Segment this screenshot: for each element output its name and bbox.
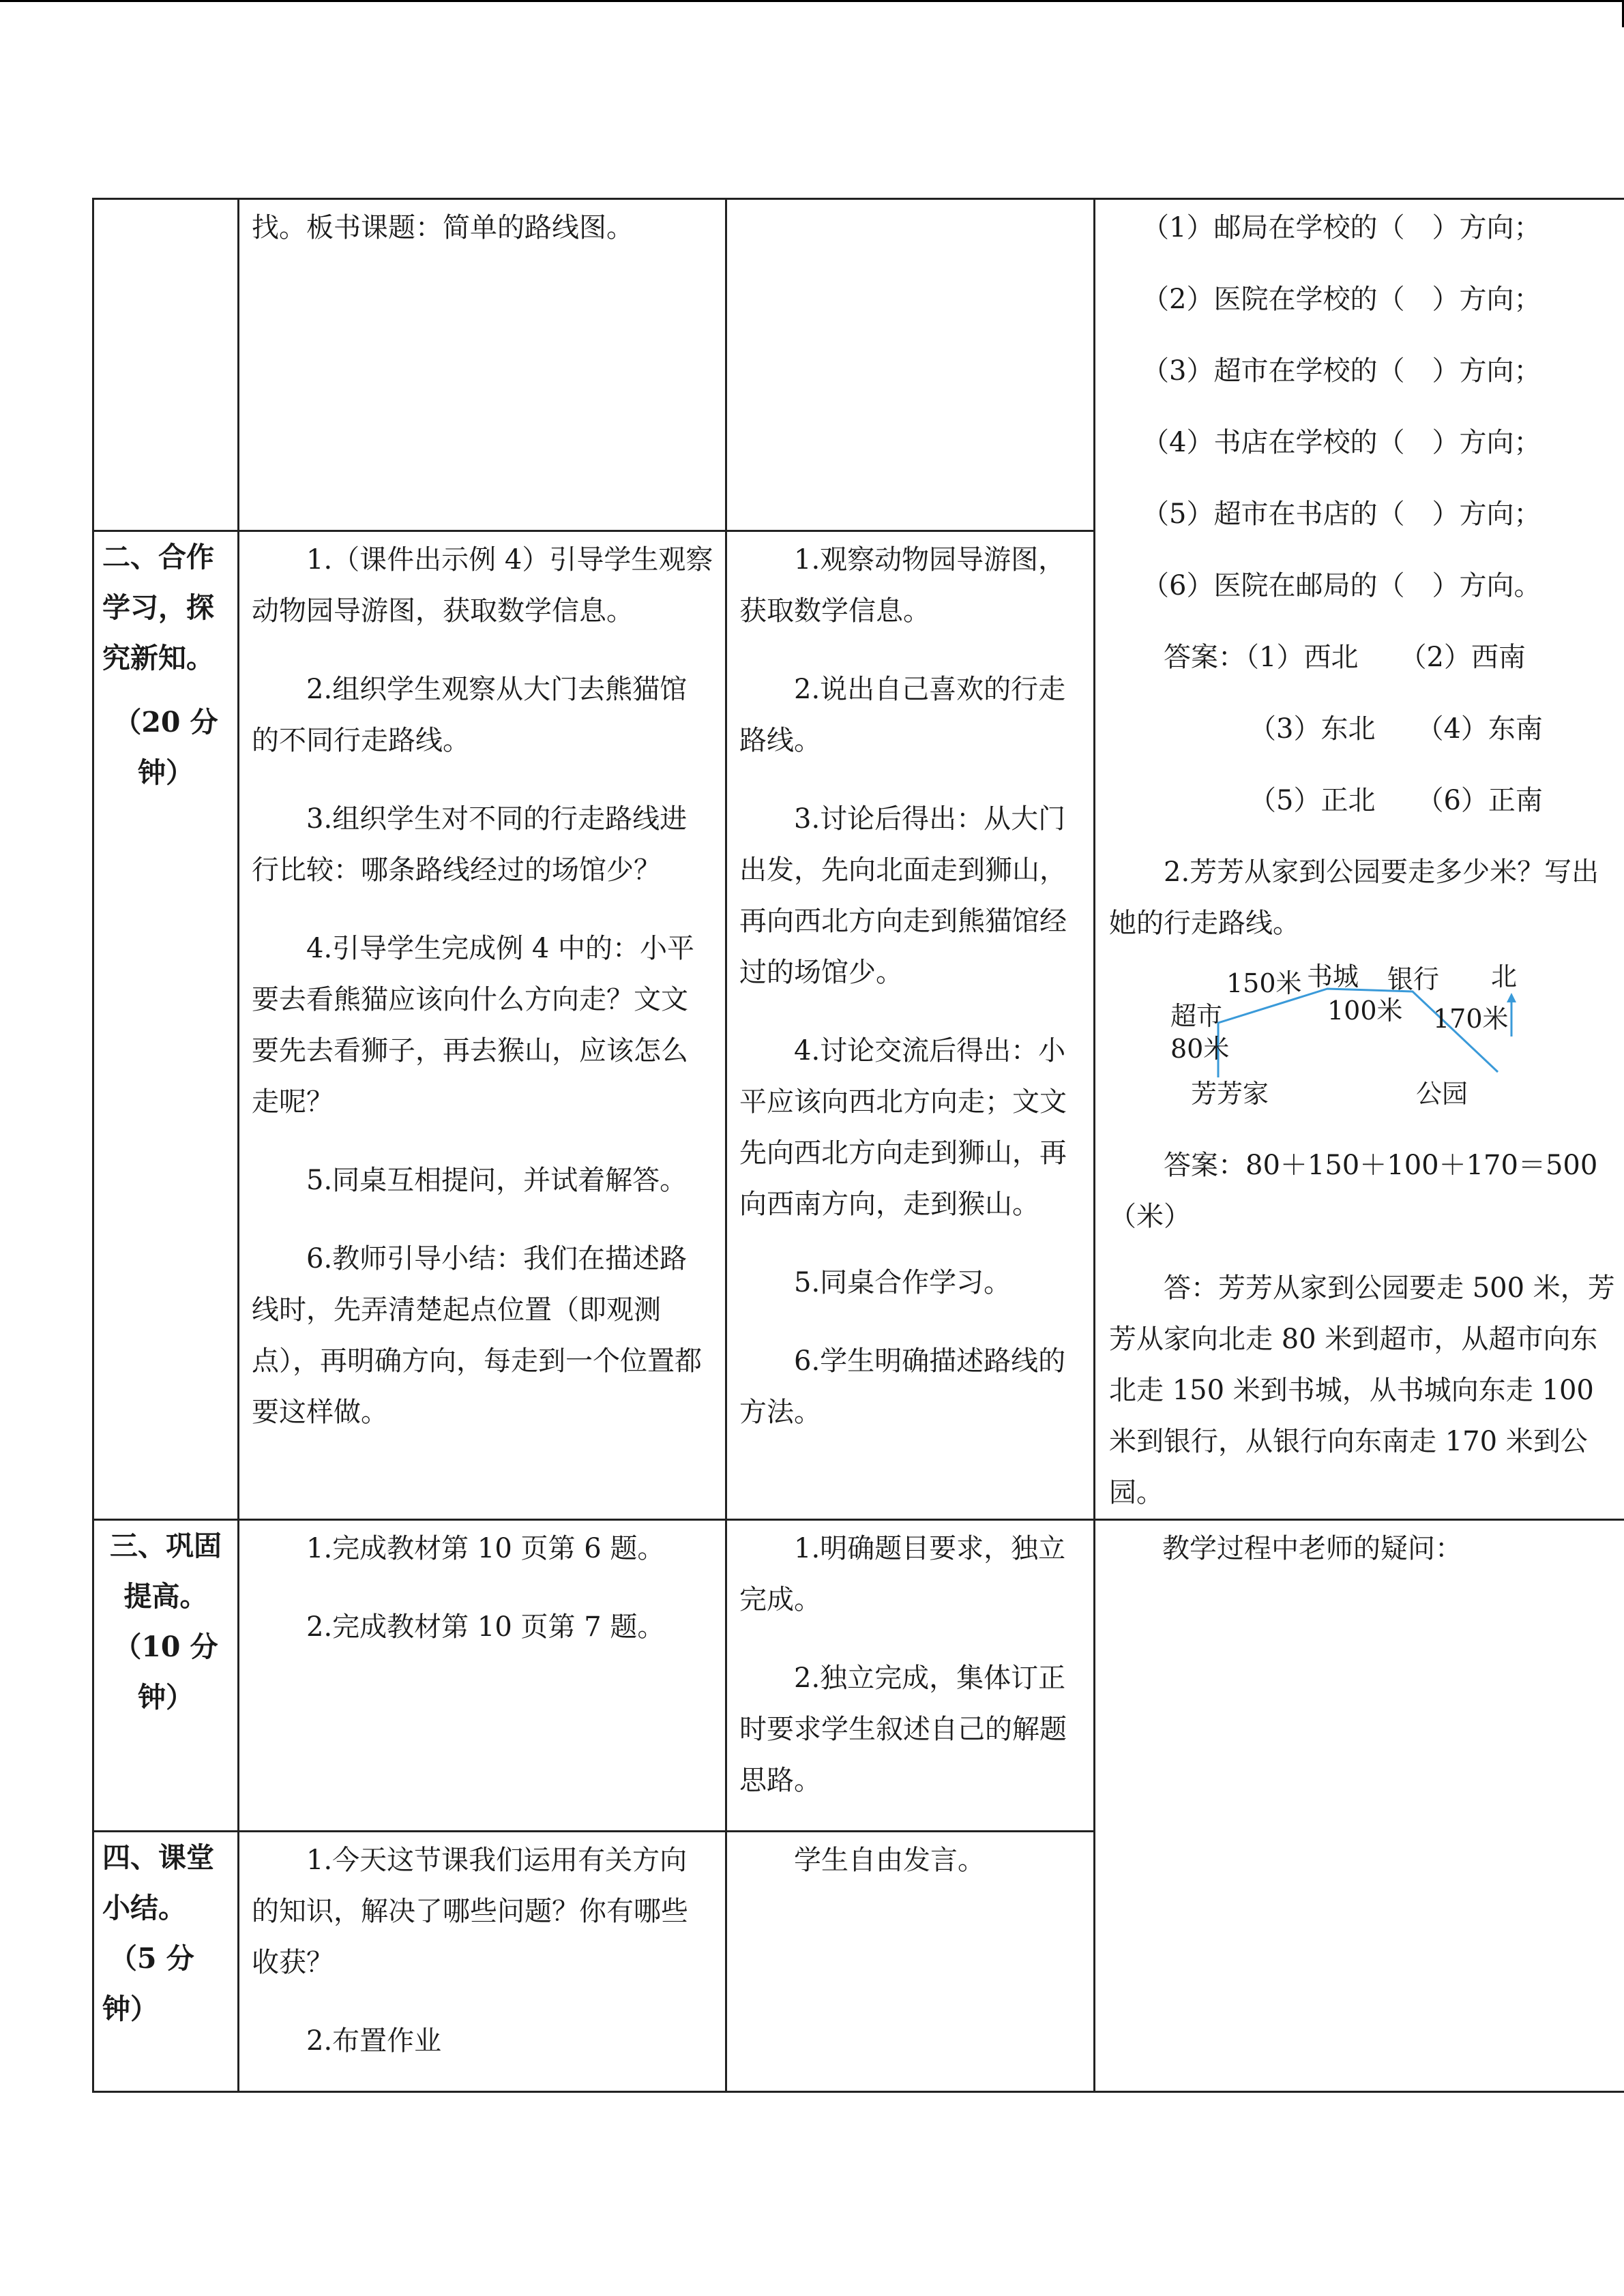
teacher-step: 4.引导学生完成例 4 中的：小平要去看熊猫应该向什么方向走？文文要先去看狮子，再去猴山，应该怎么走呢？	[252, 932, 695, 1118]
label-bookstore: 书城	[1307, 961, 1359, 992]
teacher-cell	[239, 1832, 726, 2092]
answer-4: （4）东南	[1416, 713, 1543, 745]
student-step: 1.观察动物园导游图，获取数学信息。	[739, 543, 1066, 627]
answer-3: （3）东北	[1249, 713, 1376, 745]
teacher-questions-label: 教学过程中老师的疑问：	[1162, 1533, 1462, 1564]
stage-title	[94, 1832, 237, 2034]
time-line: 钟）	[102, 1993, 158, 2025]
student-cell	[726, 1520, 1095, 1832]
student-step: 5.同桌合作学习。	[794, 1266, 1012, 1298]
stage-title	[94, 1521, 237, 1723]
stage-line: 提高。	[123, 1580, 208, 1613]
stage-cell	[93, 1520, 239, 1832]
time-line: 钟）	[138, 756, 194, 789]
stage-line: 二、合作	[102, 540, 214, 573]
stage-cell	[93, 531, 239, 1519]
question-4: （4）书店在学校的（ ）方向；	[1142, 427, 1541, 458]
answer-label: 答案：	[1164, 642, 1245, 673]
stage-line: 究新知。	[102, 641, 214, 674]
label-supermarket: 超市	[1170, 1001, 1223, 1031]
time-line: （5 分	[109, 1942, 194, 1975]
label-park: 公园	[1416, 1079, 1468, 1109]
teacher-step: 5.同桌互相提问，并试着解答。	[306, 1164, 688, 1196]
label-home: 芳芳家	[1191, 1079, 1269, 1109]
teacher-cell	[239, 199, 726, 531]
label-170m: 170米	[1433, 1004, 1509, 1034]
student-step: 2.说出自己喜欢的行走路线。	[739, 673, 1066, 756]
time-line: （20 分	[113, 705, 218, 739]
student-step: 学生自由发言。	[794, 1845, 985, 1876]
teacher-cell	[239, 1520, 726, 1832]
answer-line-2	[1109, 704, 1616, 755]
teacher-step: 3.组织学生对不同的行走路线进行比较：哪条路线经过的场馆少？	[252, 803, 688, 886]
stage-title	[94, 532, 237, 798]
student-step: 4.讨论交流后得出：小平应该向西北方向走；文文先向西北方向走到狮山，再向西南方向，走到猴山。	[739, 1034, 1067, 1220]
label-north: 北	[1491, 961, 1518, 992]
question-2-text: 2.芳芳从家到公园要走多少米？写出她的行走路线。	[1109, 856, 1599, 939]
question-2: （2）医院在学校的（ ）方向；	[1142, 284, 1541, 315]
student-cell-empty	[726, 199, 1095, 531]
stage-line: 三、巩固	[110, 1530, 222, 1562]
header-text: 找。板书课题：简单的路线图。	[252, 212, 634, 243]
student-step: 6.学生明确描述路线的方法。	[739, 1345, 1066, 1428]
practice-cell	[1095, 199, 1624, 1520]
lesson-plan-table	[92, 198, 1624, 2093]
notes-cell	[1095, 1520, 1624, 2092]
page-top-border	[0, 0, 1624, 2]
answer-line-1	[1109, 632, 1616, 683]
route-diagram	[1170, 963, 1552, 1120]
teacher-step: 2.完成教材第 10 页第 7 题。	[306, 1611, 665, 1643]
stage-cell-empty	[93, 199, 239, 531]
teacher-step: 2.组织学生观察从大门去熊猫馆的不同行走路线。	[252, 673, 688, 756]
student-cell	[726, 1832, 1095, 2092]
teacher-step: 6.教师引导小结：我们在描述路线时，先弄清楚起点位置（即观测点），再明确方向，每走到一个位置都要这样做。	[252, 1242, 702, 1428]
question-1: （1）邮局在学校的（ ）方向；	[1142, 212, 1541, 243]
question-5: （5）超市在书店的（ ）方向；	[1142, 498, 1541, 530]
stage-line: 小结。	[102, 1892, 186, 1924]
table-row	[93, 1520, 1624, 1832]
time-line: （10 分	[113, 1630, 218, 1663]
label-80m: 80米	[1170, 1034, 1230, 1064]
stage-line: 四、课堂	[102, 1841, 214, 1874]
label-150m: 150米	[1226, 968, 1302, 998]
label-100m: 100米	[1327, 996, 1403, 1026]
answer-1: （1）西北	[1245, 642, 1359, 673]
label-bank: 银行	[1387, 964, 1440, 994]
teacher-step: 1.今天这节课我们运用有关方向的知识，解决了哪些问题？你有哪些收获？	[252, 1845, 688, 1978]
teacher-cell	[239, 531, 726, 1519]
teacher-step: 1.完成教材第 10 页第 6 题。	[306, 1533, 665, 1564]
stage-cell	[93, 1832, 239, 2092]
question-2-answer-detail: 答：芳芳从家到公园要走 500 米，芳芳从家向北走 80 米到超市，从超市向东北走 150 米到书城，从书城向东走 100 米到银行，从银行向东南走 170 米到公园。	[1109, 1272, 1615, 1508]
student-step: 3.讨论后得出：从大门出发，先向北面走到狮山，再向西北方向走到熊猫馆经过的场馆少。	[739, 803, 1067, 988]
answer-2: （2）西南	[1399, 642, 1526, 673]
teacher-step: 1.（课件出示例 4）引导学生观察动物园导游图，获取数学信息。	[252, 543, 713, 627]
answer-5: （5）正北	[1249, 785, 1376, 816]
student-step: 1.明确题目要求，独立完成。	[739, 1533, 1066, 1615]
question-2-answer: 答案：80＋150＋100＋170＝500（米）	[1109, 1150, 1598, 1232]
student-step: 2.独立完成，集体订正时要求学生叙述自己的解题思路。	[739, 1663, 1067, 1796]
time-line: 钟）	[138, 1681, 194, 1714]
question-6: （6）医院在邮局的（ ）方向。	[1142, 570, 1541, 601]
answer-6: （6）正南	[1416, 785, 1543, 816]
answer-line-3	[1109, 775, 1616, 826]
question-3: （3）超市在学校的（ ）方向；	[1142, 355, 1541, 387]
stage-time	[102, 697, 229, 798]
stage-line: 学习，探	[102, 591, 214, 624]
student-cell	[726, 531, 1095, 1519]
table-row	[93, 199, 1624, 531]
teacher-step: 2.布置作业	[306, 2025, 442, 2057]
